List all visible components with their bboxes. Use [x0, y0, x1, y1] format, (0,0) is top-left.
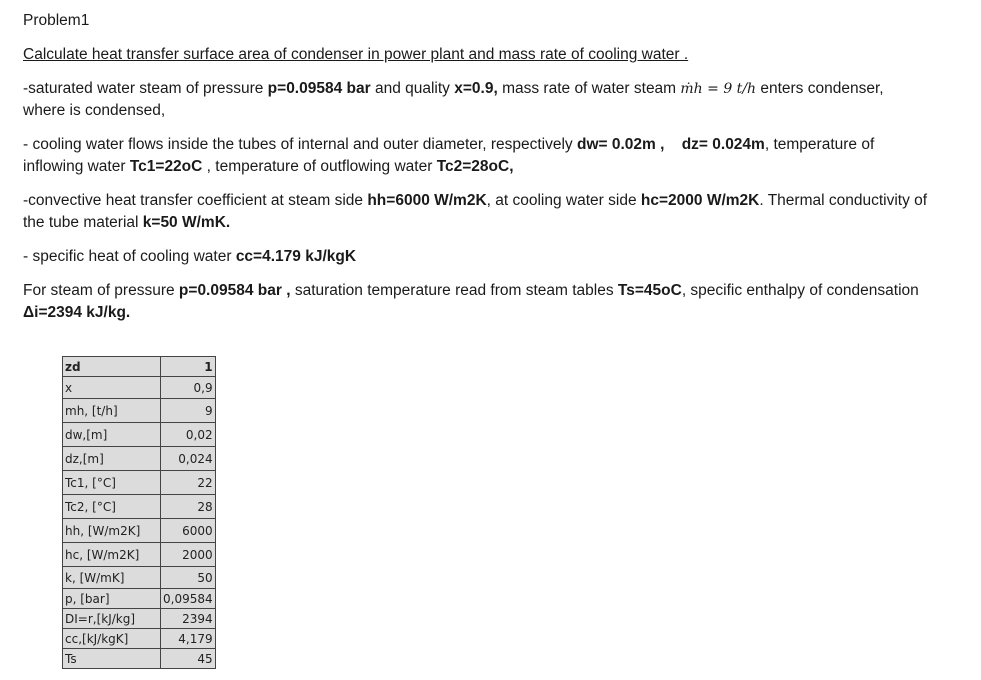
table-cell-label: DI=r,[kJ/kg]	[63, 609, 161, 629]
table-cell-value: 28	[161, 495, 216, 519]
table-cell-value: 0,02	[161, 423, 216, 447]
steam-mass-rate-formula: ṁh = 9 t/h	[680, 81, 757, 97]
table-row	[63, 357, 216, 377]
table-cell-label: hc, [W/m2K]	[63, 543, 161, 567]
table-cell-value: 0,024	[161, 447, 216, 471]
table-cell-value: 2394	[161, 609, 216, 629]
table-cell-label: p, [bar]	[63, 589, 161, 609]
table-cell-label: dw,[m]	[63, 423, 161, 447]
table-row	[63, 609, 216, 629]
table-cell-label: k, [W/mK]	[63, 567, 161, 589]
table-cell-label: zd	[63, 357, 161, 377]
table-row	[63, 629, 216, 649]
table-row	[63, 543, 216, 567]
convection-line1: -convective heat transfer coefficient at steam side hh=6000 W/m2K, at cooling water side hc=2000 W/m2K. Thermal conductivity of	[23, 192, 928, 209]
table-cell-value: 50	[161, 567, 216, 589]
cooling-water-line2: inflowing water Tc1=22oC , temperature of outflowing water Tc2=28oC,	[23, 158, 514, 175]
table-cell-value: 4,179	[161, 629, 216, 649]
table-row	[63, 423, 216, 447]
table-cell-label: Tc1, [°C]	[63, 471, 161, 495]
table-cell-value: 22	[161, 471, 216, 495]
problem-title: Problem1	[23, 12, 90, 29]
table-row	[63, 447, 216, 471]
table-row	[63, 567, 216, 589]
table-cell-label: Tc2, [°C]	[63, 495, 161, 519]
table-row	[63, 471, 216, 495]
table-row	[63, 495, 216, 519]
steam-condition-line1: -saturated water steam of pressure p=0.09584 bar and quality x=0.9, mass rate of water steam ṁh = 9 t/h enters condenser,	[23, 80, 884, 97]
specific-heat-line: - specific heat of cooling water cc=4.179 kJ/kgK	[23, 248, 357, 265]
table-cell-label: x	[63, 377, 161, 399]
table-row	[63, 399, 216, 423]
table-row	[63, 377, 216, 399]
table-cell-label: Ts	[63, 649, 161, 669]
table-cell-label: mh, [t/h]	[63, 399, 161, 423]
table-row	[63, 649, 216, 669]
table-cell-value: 45	[161, 649, 216, 669]
table-cell-value: 6000	[161, 519, 216, 543]
steam-condition-line2: where is condensed,	[23, 102, 166, 119]
table-cell-label: hh, [W/m2K]	[63, 519, 161, 543]
table-cell-label: dz,[m]	[63, 447, 161, 471]
table-row	[63, 519, 216, 543]
table-cell-value: 2000	[161, 543, 216, 567]
task-statement: Calculate heat transfer surface area of condenser in power plant and mass rate of cooling water .	[23, 46, 689, 63]
table-cell-value: 9	[161, 399, 216, 423]
steam-table-line1: For steam of pressure p=0.09584 bar , saturation temperature read from steam tables Ts=45oC, specific enthalpy of condensation	[23, 282, 919, 299]
cooling-water-line1: - cooling water flows inside the tubes of internal and outer diameter, respectively dw= 0.02m , dz= 0.024m, temperature of	[23, 136, 875, 153]
steam-table-line2: Δi=2394 kJ/kg.	[23, 304, 131, 321]
table-row	[63, 589, 216, 609]
input-data-table	[62, 356, 216, 669]
table-cell-label: cc,[kJ/kgK]	[63, 629, 161, 649]
convection-line2: the tube material k=50 W/mK.	[23, 214, 231, 231]
table-cell-value: 1	[161, 357, 216, 377]
table-cell-value: 0,9	[161, 377, 216, 399]
table-cell-value: 0,09584	[161, 589, 216, 609]
